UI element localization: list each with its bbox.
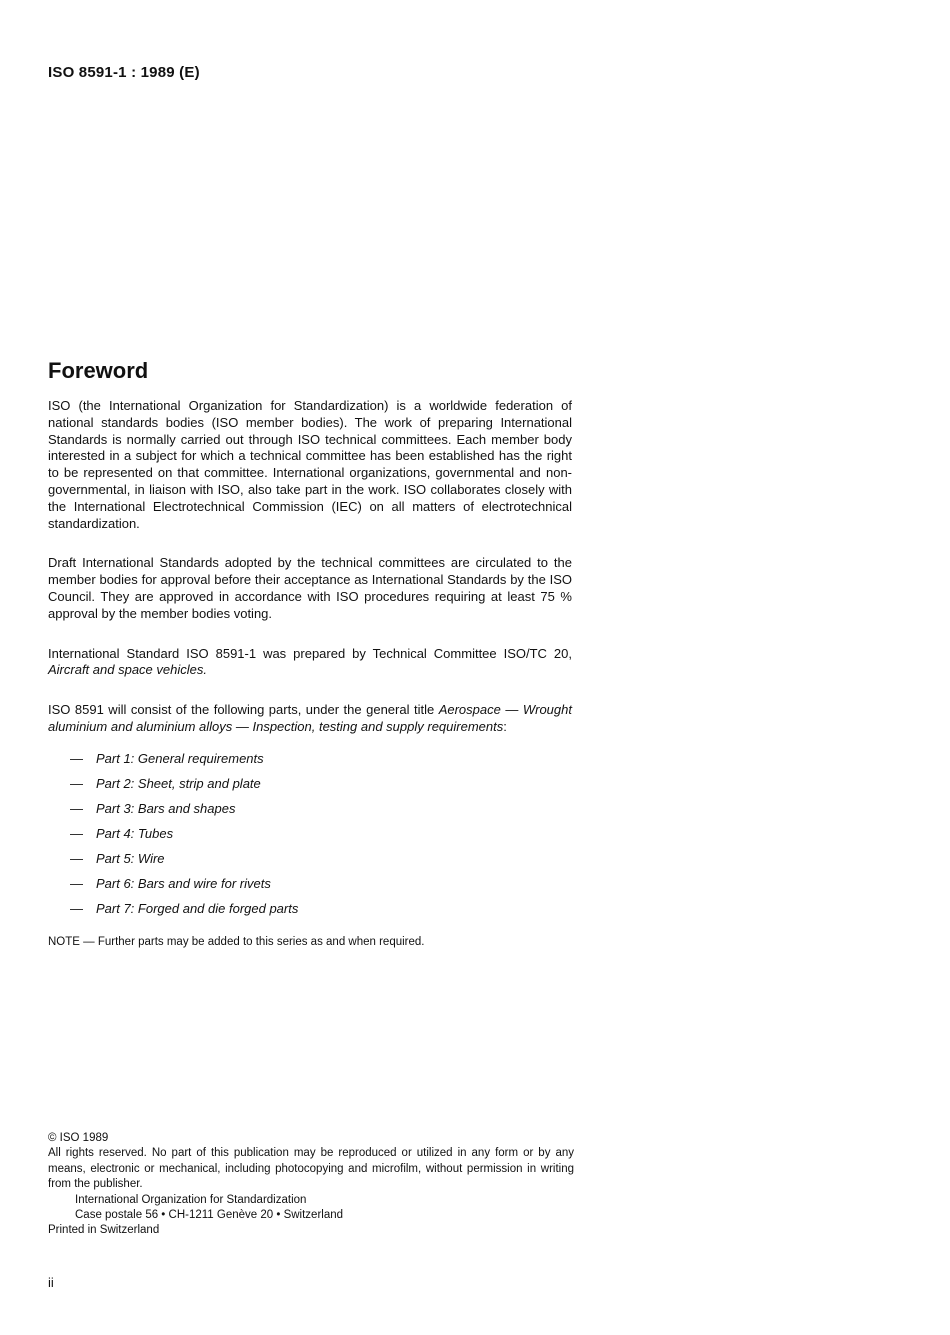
list-dash: —	[70, 875, 83, 891]
organization-address: Case postale 56 • CH-1211 Genève 20 • Switzerland	[75, 1209, 344, 1222]
list-dash: —	[70, 825, 83, 841]
list-dash: —	[70, 800, 83, 816]
list-dash: —	[70, 850, 83, 866]
page-title: Foreword	[48, 358, 149, 383]
part-title: Part 4: Tubes	[96, 825, 174, 841]
part-title: Part 2: Sheet, strip and plate	[96, 775, 261, 791]
page-number: ii	[48, 1275, 54, 1290]
part-title: Part 7: Forged and die forged parts	[96, 900, 299, 916]
paragraph-4-text: ISO 8591 will consist of the following parts, under the general title	[48, 702, 435, 718]
printed-in: Printed in Switzerland	[48, 1224, 160, 1237]
foreword-paragraph-4	[48, 702, 572, 736]
committee-title: Aircraft and space vehicles.	[48, 662, 207, 678]
paragraph-4-end: :	[503, 718, 507, 734]
foreword-paragraph-1: ISO (the International Organization for Standardization) is a worldwide federation of national standards bodies (ISO member bodies). The work of preparing International Standards is normally carried out through ISO technical committees. Each member body interested in a subject for which a technical committee has been established has the right to be represented on that committee. International organizations, governmental and non-governmental, in liaison with ISO, also take part in the work. ISO collaborates closely with the International Electrotechnical Commission (IEC) on all matters of electrotechnical standardization.	[48, 398, 572, 531]
list-item	[48, 900, 572, 925]
note: NOTE — Further parts may be added to this series as and when required.	[48, 935, 425, 948]
rights-statement: All rights reserved. No part of this publication may be reproduced or utilized in any form or by any means, electronic or mechanical, including photocopying and microfilm, without permission in writing from the publisher.	[48, 1147, 574, 1191]
copyright-line: © ISO 1989	[48, 1132, 109, 1144]
part-title: Part 5: Wire	[96, 850, 165, 866]
copyright-block	[48, 1131, 574, 1239]
list-item	[48, 875, 572, 900]
parts-list	[48, 750, 572, 925]
list-dash: —	[70, 775, 83, 791]
paragraph-3-text: International Standard ISO 8591-1 was prepared by Technical Committee ISO/TC 20,	[48, 645, 572, 661]
foreword-body	[48, 398, 572, 950]
part-title: Part 1: General requirements	[96, 750, 264, 766]
standard-identifier: ISO 8591-1 : 1989 (E)	[48, 64, 200, 81]
list-item	[48, 800, 572, 825]
list-item	[48, 775, 572, 800]
foreword-paragraph-2: Draft International Standards adopted by the technical committees are circulated to the member bodies for approval before their acceptance as International Standards by the ISO Council. They are approved in accordance with ISO procedures requiring at least 75 % approval by the member bodies voting.	[48, 555, 572, 621]
list-item	[48, 750, 572, 775]
list-dash: —	[70, 900, 83, 916]
list-item	[48, 825, 572, 850]
part-title: Part 3: Bars and shapes	[96, 800, 236, 816]
list-dash: —	[70, 750, 83, 766]
list-item	[48, 850, 572, 875]
part-title: Part 6: Bars and wire for rivets	[96, 875, 271, 891]
general-title: Aerospace — Wrought aluminium and aluminium alloys — Inspection, testing and supply requirements	[48, 702, 572, 734]
foreword-paragraph-3	[48, 646, 572, 680]
organization-name: International Organization for Standardization	[75, 1193, 307, 1206]
